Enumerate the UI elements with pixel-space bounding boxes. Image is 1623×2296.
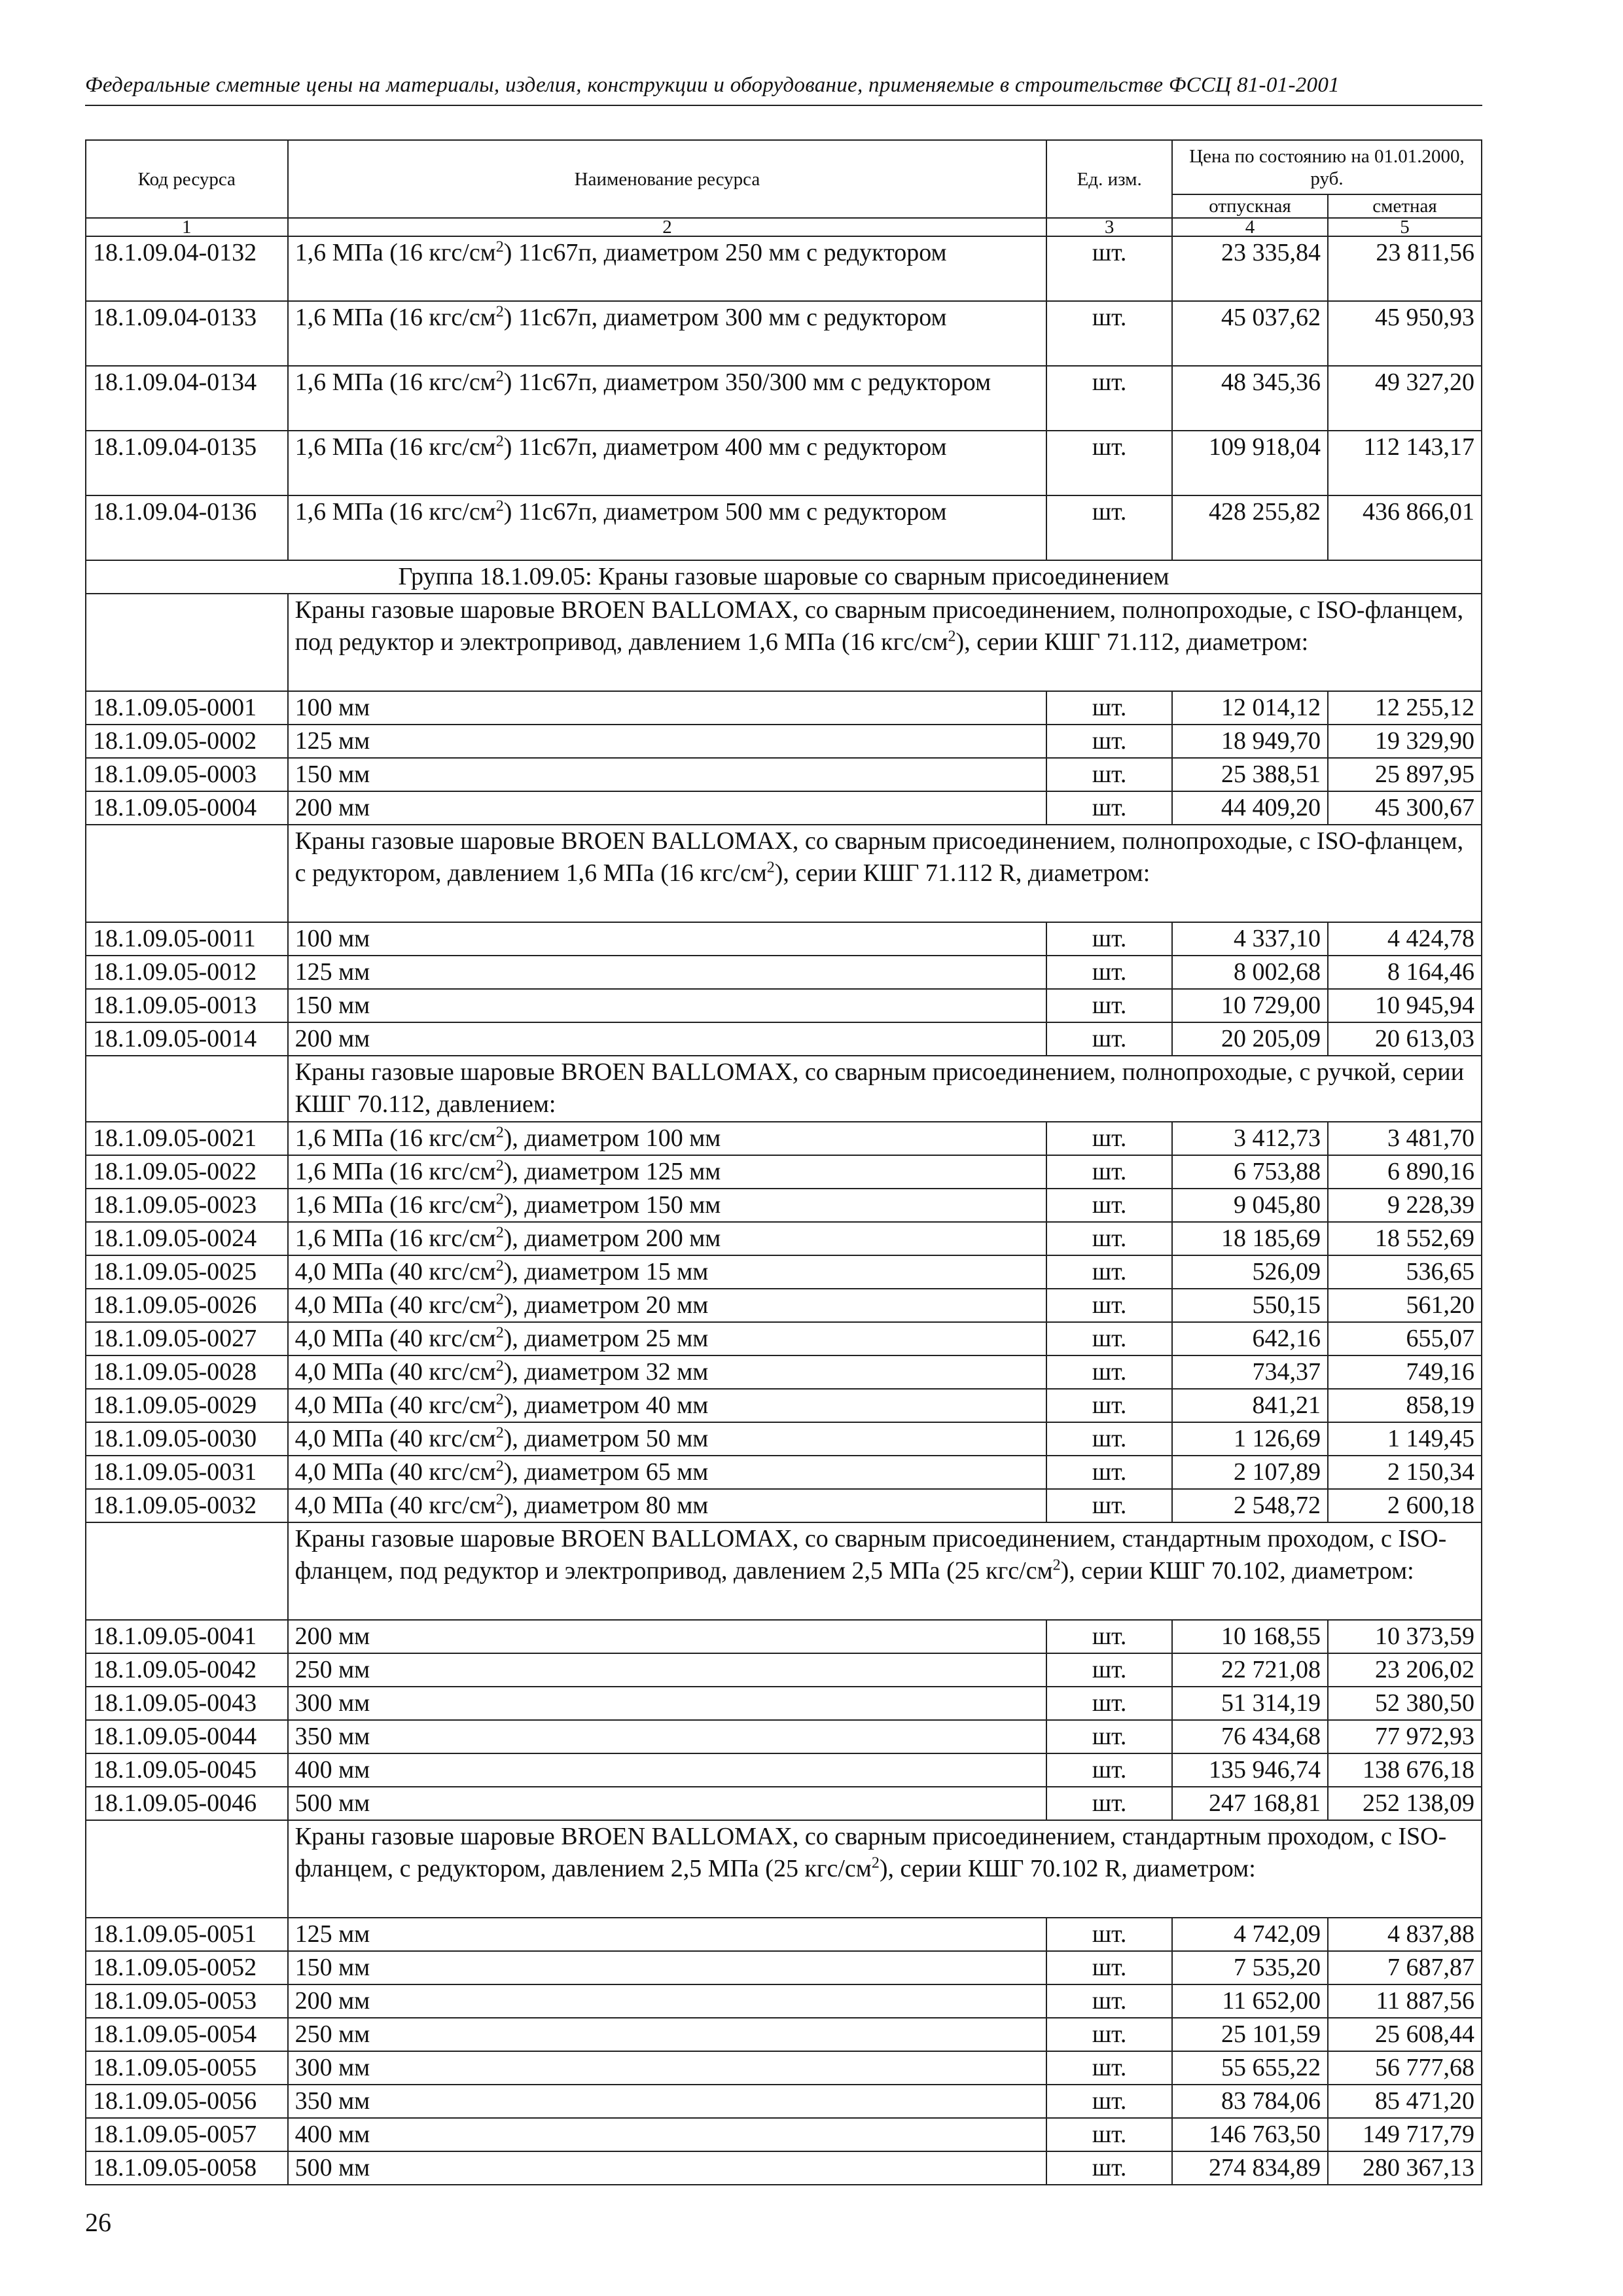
group-description: Краны газовые шаровые BROEN BALLOMAX, со сварным присоединением, полнопроходые, с ISO-фланцем, под редуктор и электропривод, давлением 1,6 МПа (16 кгс/$см^2$), серии КШГ 71.112, диаметром: [288, 594, 1482, 691]
table-row [86, 758, 1482, 791]
release-price: 2 107,89 [1172, 1456, 1328, 1489]
resource-code: 18.1.09.05-0045 [86, 1753, 288, 1787]
resource-code: 18.1.09.04-0135 [86, 431, 288, 495]
unit-of-measure: шт. [1046, 2118, 1172, 2151]
resource-name: 200 мм [288, 1984, 1047, 2018]
estimate-price: 56 777,68 [1328, 2051, 1482, 2085]
table-row [86, 791, 1482, 825]
table-row [86, 1456, 1482, 1489]
unit-of-measure: шт. [1046, 1355, 1172, 1389]
unit-of-measure: шт. [1046, 1687, 1172, 1720]
table-row [86, 1753, 1482, 1787]
table-row [86, 1155, 1482, 1189]
resource-name: 350 мм [288, 2085, 1047, 2118]
resource-name: 100 мм [288, 691, 1047, 725]
resource-name: 4,0 МПа (40 кгс/$см^2$), диаметром 15 мм [288, 1255, 1047, 1289]
resource-name: 4,0 МПа (40 кгс/$см^2$), диаметром 80 мм [288, 1489, 1047, 1522]
table-row [86, 922, 1482, 956]
resource-name: 4,0 МПа (40 кгс/$см^2$), диаметром 32 мм [288, 1355, 1047, 1389]
estimate-price: 138 676,18 [1328, 1753, 1482, 1787]
release-price: 23 335,84 [1172, 236, 1328, 301]
group-description: Краны газовые шаровые BROEN BALLOMAX, со сварным присоединением, стандартным проходом, с ISO-фланцем, под редуктор и электропривод, давлением 2,5 МПа (25 кгс/$см^2$), серии КШГ 70.102, диаметром: [288, 1522, 1482, 1620]
estimate-price: 18 552,69 [1328, 1222, 1482, 1255]
estimate-price: 7 687,87 [1328, 1951, 1482, 1984]
resource-name: 4,0 МПа (40 кгс/$см^2$), диаметром 20 мм [288, 1289, 1047, 1322]
unit-of-measure: шт. [1046, 2085, 1172, 2118]
resource-code: 18.1.09.05-0002 [86, 725, 288, 758]
resource-name: 1,6 МПа (16 кгс/$см^2$), диаметром 125 мм [288, 1155, 1047, 1189]
release-price: 2 548,72 [1172, 1489, 1328, 1522]
resource-code: 18.1.09.04-0134 [86, 366, 288, 431]
estimate-price: 19 329,90 [1328, 725, 1482, 758]
resource-name: 1,6 МПа (16 кгс/$см^2$) 11с67п, диаметром 400 мм с редуктором [288, 431, 1047, 495]
resource-name: 4,0 МПа (40 кгс/$см^2$), диаметром 25 мм [288, 1322, 1047, 1355]
column-number: 2 [288, 218, 1047, 236]
estimate-price: 280 367,13 [1328, 2151, 1482, 2185]
resource-name: 200 мм [288, 1022, 1047, 1056]
estimate-price: 4 837,88 [1328, 1918, 1482, 1951]
unit-of-measure: шт. [1046, 1620, 1172, 1653]
unit-of-measure: шт. [1046, 1189, 1172, 1222]
unit-of-measure: шт. [1046, 1422, 1172, 1456]
resource-name: 1,6 МПа (16 кгс/$см^2$), диаметром 100 мм [288, 1122, 1047, 1155]
group-description-row [86, 1056, 1482, 1122]
estimate-price: 11 887,56 [1328, 1984, 1482, 2018]
group-description-row [86, 1522, 1482, 1620]
table-row [86, 1687, 1482, 1720]
estimate-price: 3 481,70 [1328, 1122, 1482, 1155]
estimate-price: 6 890,16 [1328, 1155, 1482, 1189]
release-price: 10 729,00 [1172, 989, 1328, 1022]
estimate-price: 149 717,79 [1328, 2118, 1482, 2151]
empty-cell [86, 825, 288, 922]
table-row [86, 1620, 1482, 1653]
resource-name: 300 мм [288, 1687, 1047, 1720]
estimate-price: 23 811,56 [1328, 236, 1482, 301]
release-price: 7 535,20 [1172, 1951, 1328, 1984]
resource-name: 1,6 МПа (16 кгс/$см^2$) 11с67п, диаметром 300 мм с редуктором [288, 301, 1047, 366]
resource-code: 18.1.09.05-0001 [86, 691, 288, 725]
release-price: 6 753,88 [1172, 1155, 1328, 1189]
table-row [86, 1653, 1482, 1687]
release-price: 51 314,19 [1172, 1687, 1328, 1720]
resource-name: 150 мм [288, 989, 1047, 1022]
unit-of-measure: шт. [1046, 2151, 1172, 2185]
estimate-price: 561,20 [1328, 1289, 1482, 1322]
column-number: 5 [1328, 218, 1482, 236]
resource-code: 18.1.09.05-0032 [86, 1489, 288, 1522]
release-price: 109 918,04 [1172, 431, 1328, 495]
table-row [86, 1918, 1482, 1951]
group-title: Группа 18.1.09.05: Краны газовые шаровые со сварным присоединением [86, 560, 1482, 594]
resource-code: 18.1.09.05-0023 [86, 1189, 288, 1222]
table-row [86, 1289, 1482, 1322]
empty-cell [86, 594, 288, 691]
release-price: 3 412,73 [1172, 1122, 1328, 1155]
estimate-price: 12 255,12 [1328, 691, 1482, 725]
estimate-price: 85 471,20 [1328, 2085, 1482, 2118]
release-price: 135 946,74 [1172, 1753, 1328, 1787]
group-description-row [86, 1820, 1482, 1918]
release-price: 25 388,51 [1172, 758, 1328, 791]
estimate-price: 45 950,93 [1328, 301, 1482, 366]
column-number: 4 [1172, 218, 1328, 236]
table-row [86, 1951, 1482, 1984]
release-price: 4 742,09 [1172, 1918, 1328, 1951]
resource-code: 18.1.09.05-0046 [86, 1787, 288, 1820]
unit-of-measure: шт. [1046, 922, 1172, 956]
resource-code: 18.1.09.05-0003 [86, 758, 288, 791]
release-price: 9 045,80 [1172, 1189, 1328, 1222]
estimate-price: 25 897,95 [1328, 758, 1482, 791]
group-description: Краны газовые шаровые BROEN BALLOMAX, со сварным присоединением, полнопроходые, с ISO-фланцем, с редуктором, давлением 1,6 МПа (16 кгс/$см^2$), серии КШГ 71.112 R, диаметром: [288, 825, 1482, 922]
resource-code: 18.1.09.05-0055 [86, 2051, 288, 2085]
unit-of-measure: шт. [1046, 791, 1172, 825]
release-price: 642,16 [1172, 1322, 1328, 1355]
table-row [86, 236, 1482, 301]
unit-of-measure: шт. [1046, 1489, 1172, 1522]
table-row [86, 1222, 1482, 1255]
release-price: 18 949,70 [1172, 725, 1328, 758]
unit-of-measure: шт. [1046, 1653, 1172, 1687]
table-row [86, 2018, 1482, 2051]
group-description-row [86, 594, 1482, 691]
estimate-price: 858,19 [1328, 1389, 1482, 1422]
resource-name: 1,6 МПа (16 кгс/$см^2$) 11с67п, диаметром 350/300 мм с редуктором [288, 366, 1047, 431]
resource-code: 18.1.09.05-0052 [86, 1951, 288, 1984]
column-number: 1 [86, 218, 288, 236]
unit-of-measure: шт. [1046, 1720, 1172, 1753]
table-row [86, 1189, 1482, 1222]
resource-name: 4,0 МПа (40 кгс/$см^2$), диаметром 40 мм [288, 1389, 1047, 1422]
column-number: 3 [1046, 218, 1172, 236]
resource-code: 18.1.09.05-0043 [86, 1687, 288, 1720]
resource-code: 18.1.09.05-0024 [86, 1222, 288, 1255]
release-price: 1 126,69 [1172, 1422, 1328, 1456]
release-price: 734,37 [1172, 1355, 1328, 1389]
table-row [86, 1122, 1482, 1155]
table-row [86, 366, 1482, 431]
empty-cell [86, 1056, 288, 1122]
release-price: 550,15 [1172, 1289, 1328, 1322]
table-row [86, 1255, 1482, 1289]
release-price: 76 434,68 [1172, 1720, 1328, 1753]
unit-of-measure: шт. [1046, 725, 1172, 758]
release-price: 526,09 [1172, 1255, 1328, 1289]
unit-of-measure: шт. [1046, 366, 1172, 431]
empty-cell [86, 1820, 288, 1918]
table-row [86, 725, 1482, 758]
estimate-price: 45 300,67 [1328, 791, 1482, 825]
estimate-price: 112 143,17 [1328, 431, 1482, 495]
resource-code: 18.1.09.05-0044 [86, 1720, 288, 1753]
release-price: 4 337,10 [1172, 922, 1328, 956]
release-price: 44 409,20 [1172, 791, 1328, 825]
table-row [86, 431, 1482, 495]
unit-of-measure: шт. [1046, 1155, 1172, 1189]
release-price: 12 014,12 [1172, 691, 1328, 725]
group-title-row [86, 560, 1482, 594]
resource-name: 400 мм [288, 1753, 1047, 1787]
resource-name: 125 мм [288, 725, 1047, 758]
table-row [86, 1022, 1482, 1056]
resource-code: 18.1.09.05-0042 [86, 1653, 288, 1687]
resource-code: 18.1.09.05-0031 [86, 1456, 288, 1489]
unit-of-measure: шт. [1046, 1984, 1172, 2018]
header-code: Код ресурса [86, 140, 288, 218]
estimate-price: 77 972,93 [1328, 1720, 1482, 1753]
estimate-price: 49 327,20 [1328, 366, 1482, 431]
group-description: Краны газовые шаровые BROEN BALLOMAX, со сварным присоединением, полнопроходые, с ручкой, серии КШГ 70.112, давлением: [288, 1056, 1482, 1122]
unit-of-measure: шт. [1046, 1022, 1172, 1056]
resource-code: 18.1.09.05-0011 [86, 922, 288, 956]
estimate-price: 52 380,50 [1328, 1687, 1482, 1720]
table-row [86, 1355, 1482, 1389]
unit-of-measure: шт. [1046, 1456, 1172, 1489]
unit-of-measure: шт. [1046, 956, 1172, 989]
header-unit: Ед. изм. [1046, 140, 1172, 218]
resource-name: 200 мм [288, 791, 1047, 825]
unit-of-measure: шт. [1046, 1753, 1172, 1787]
unit-of-measure: шт. [1046, 1322, 1172, 1355]
unit-of-measure: шт. [1046, 691, 1172, 725]
table-row [86, 691, 1482, 725]
header-name: Наименование ресурса [288, 140, 1047, 218]
resource-name: 400 мм [288, 2118, 1047, 2151]
resource-code: 18.1.09.05-0027 [86, 1322, 288, 1355]
unit-of-measure: шт. [1046, 1951, 1172, 1984]
estimate-price: 8 164,46 [1328, 956, 1482, 989]
price-table-body [86, 236, 1482, 2185]
group-description-row [86, 825, 1482, 922]
table-row [86, 301, 1482, 366]
resource-name: 350 мм [288, 1720, 1047, 1753]
table-row [86, 1720, 1482, 1753]
resource-code: 18.1.09.05-0013 [86, 989, 288, 1022]
estimate-price: 2 150,34 [1328, 1456, 1482, 1489]
resource-code: 18.1.09.05-0004 [86, 791, 288, 825]
unit-of-measure: шт. [1046, 1918, 1172, 1951]
estimate-price: 536,65 [1328, 1255, 1482, 1289]
unit-of-measure: шт. [1046, 495, 1172, 560]
resource-code: 18.1.09.05-0012 [86, 956, 288, 989]
table-row [86, 1389, 1482, 1422]
release-price: 22 721,08 [1172, 1653, 1328, 1687]
table-row [86, 2151, 1482, 2185]
resource-code: 18.1.09.05-0058 [86, 2151, 288, 2185]
unit-of-measure: шт. [1046, 236, 1172, 301]
resource-name: 500 мм [288, 1787, 1047, 1820]
table-row [86, 956, 1482, 989]
table-row [86, 1984, 1482, 2018]
estimate-price: 10 945,94 [1328, 989, 1482, 1022]
unit-of-measure: шт. [1046, 301, 1172, 366]
table-row [86, 2118, 1482, 2151]
resource-code: 18.1.09.05-0053 [86, 1984, 288, 2018]
resource-name: 125 мм [288, 956, 1047, 989]
resource-code: 18.1.09.05-0030 [86, 1422, 288, 1456]
unit-of-measure: шт. [1046, 1222, 1172, 1255]
resource-name: 100 мм [288, 922, 1047, 956]
release-price: 247 168,81 [1172, 1787, 1328, 1820]
unit-of-measure: шт. [1046, 1389, 1172, 1422]
resource-name: 150 мм [288, 1951, 1047, 1984]
estimate-price: 655,07 [1328, 1322, 1482, 1355]
estimate-price: 25 608,44 [1328, 2018, 1482, 2051]
release-price: 428 255,82 [1172, 495, 1328, 560]
price-table [85, 139, 1482, 2185]
resource-name: 125 мм [288, 1918, 1047, 1951]
release-price: 146 763,50 [1172, 2118, 1328, 2151]
resource-code: 18.1.09.05-0014 [86, 1022, 288, 1056]
release-price: 55 655,22 [1172, 2051, 1328, 2085]
resource-name: 1,6 МПа (16 кгс/$см^2$) 11с67п, диаметром 250 мм с редуктором [288, 236, 1047, 301]
estimate-price: 9 228,39 [1328, 1189, 1482, 1222]
release-price: 25 101,59 [1172, 2018, 1328, 2051]
estimate-price: 749,16 [1328, 1355, 1482, 1389]
header-release: отпускная [1172, 194, 1328, 218]
unit-of-measure: шт. [1046, 2018, 1172, 2051]
release-price: 274 834,89 [1172, 2151, 1328, 2185]
estimate-price: 436 866,01 [1328, 495, 1482, 560]
resource-code: 18.1.09.05-0021 [86, 1122, 288, 1155]
header-divider [85, 105, 1482, 106]
unit-of-measure: шт. [1046, 431, 1172, 495]
unit-of-measure: шт. [1046, 758, 1172, 791]
resource-code: 18.1.09.05-0028 [86, 1355, 288, 1389]
release-price: 11 652,00 [1172, 1984, 1328, 2018]
estimate-price: 1 149,45 [1328, 1422, 1482, 1456]
resource-name: 4,0 МПа (40 кгс/$см^2$), диаметром 50 мм [288, 1422, 1047, 1456]
column-numbers-row [86, 218, 1482, 236]
header-price: Цена по состоянию на 01.01.2000, руб. [1172, 140, 1482, 194]
estimate-price: 10 373,59 [1328, 1620, 1482, 1653]
resource-code: 18.1.09.05-0029 [86, 1389, 288, 1422]
unit-of-measure: шт. [1046, 989, 1172, 1022]
table-row [86, 1422, 1482, 1456]
resource-name: 1,6 МПа (16 кгс/$см^2$), диаметром 150 мм [288, 1189, 1047, 1222]
estimate-price: 2 600,18 [1328, 1489, 1482, 1522]
resource-name: 250 мм [288, 2018, 1047, 2051]
running-header: Федеральные сметные цены на материалы, изделия, конструкции и оборудование, применяемые в строительстве ФССЦ 81-01-2001 [85, 73, 1340, 97]
unit-of-measure: шт. [1046, 1787, 1172, 1820]
table-row [86, 989, 1482, 1022]
resource-code: 18.1.09.05-0022 [86, 1155, 288, 1189]
table-row [86, 1787, 1482, 1820]
unit-of-measure: шт. [1046, 1122, 1172, 1155]
resource-code: 18.1.09.05-0056 [86, 2085, 288, 2118]
resource-name: 4,0 МПа (40 кгс/$см^2$), диаметром 65 мм [288, 1456, 1047, 1489]
resource-code: 18.1.09.04-0132 [86, 236, 288, 301]
release-price: 10 168,55 [1172, 1620, 1328, 1653]
resource-code: 18.1.09.05-0041 [86, 1620, 288, 1653]
release-price: 45 037,62 [1172, 301, 1328, 366]
resource-code: 18.1.09.04-0136 [86, 495, 288, 560]
resource-name: 500 мм [288, 2151, 1047, 2185]
unit-of-measure: шт. [1046, 1289, 1172, 1322]
resource-code: 18.1.09.05-0054 [86, 2018, 288, 2051]
table-row [86, 2085, 1482, 2118]
table-row [86, 1322, 1482, 1355]
release-price: 18 185,69 [1172, 1222, 1328, 1255]
release-price: 20 205,09 [1172, 1022, 1328, 1056]
estimate-price: 252 138,09 [1328, 1787, 1482, 1820]
resource-name: 200 мм [288, 1620, 1047, 1653]
resource-code: 18.1.09.05-0026 [86, 1289, 288, 1322]
resource-code: 18.1.09.05-0025 [86, 1255, 288, 1289]
estimate-price: 20 613,03 [1328, 1022, 1482, 1056]
header-estimate: сметная [1328, 194, 1482, 218]
empty-cell [86, 1522, 288, 1620]
page-number: 26 [85, 2208, 111, 2237]
table-row [86, 495, 1482, 560]
resource-name: 150 мм [288, 758, 1047, 791]
estimate-price: 23 206,02 [1328, 1653, 1482, 1687]
unit-of-measure: шт. [1046, 2051, 1172, 2085]
table-row [86, 1489, 1482, 1522]
resource-code: 18.1.09.04-0133 [86, 301, 288, 366]
resource-code: 18.1.09.05-0057 [86, 2118, 288, 2151]
release-price: 8 002,68 [1172, 956, 1328, 989]
resource-name: 250 мм [288, 1653, 1047, 1687]
release-price: 841,21 [1172, 1389, 1328, 1422]
group-description: Краны газовые шаровые BROEN BALLOMAX, со сварным присоединением, стандартным проходом, с ISO-фланцем, с редуктором, давлением 2,5 МПа (25 кгс/$см^2$), серии КШГ 70.102 R, диаметром: [288, 1820, 1482, 1918]
resource-name: 1,6 МПа (16 кгс/$см^2$), диаметром 200 мм [288, 1222, 1047, 1255]
resource-code: 18.1.09.05-0051 [86, 1918, 288, 1951]
release-price: 83 784,06 [1172, 2085, 1328, 2118]
resource-name: 300 мм [288, 2051, 1047, 2085]
release-price: 48 345,36 [1172, 366, 1328, 431]
table-row [86, 2051, 1482, 2085]
resource-name: 1,6 МПа (16 кгс/$см^2$) 11с67п, диаметром 500 мм с редуктором [288, 495, 1047, 560]
unit-of-measure: шт. [1046, 1255, 1172, 1289]
estimate-price: 4 424,78 [1328, 922, 1482, 956]
